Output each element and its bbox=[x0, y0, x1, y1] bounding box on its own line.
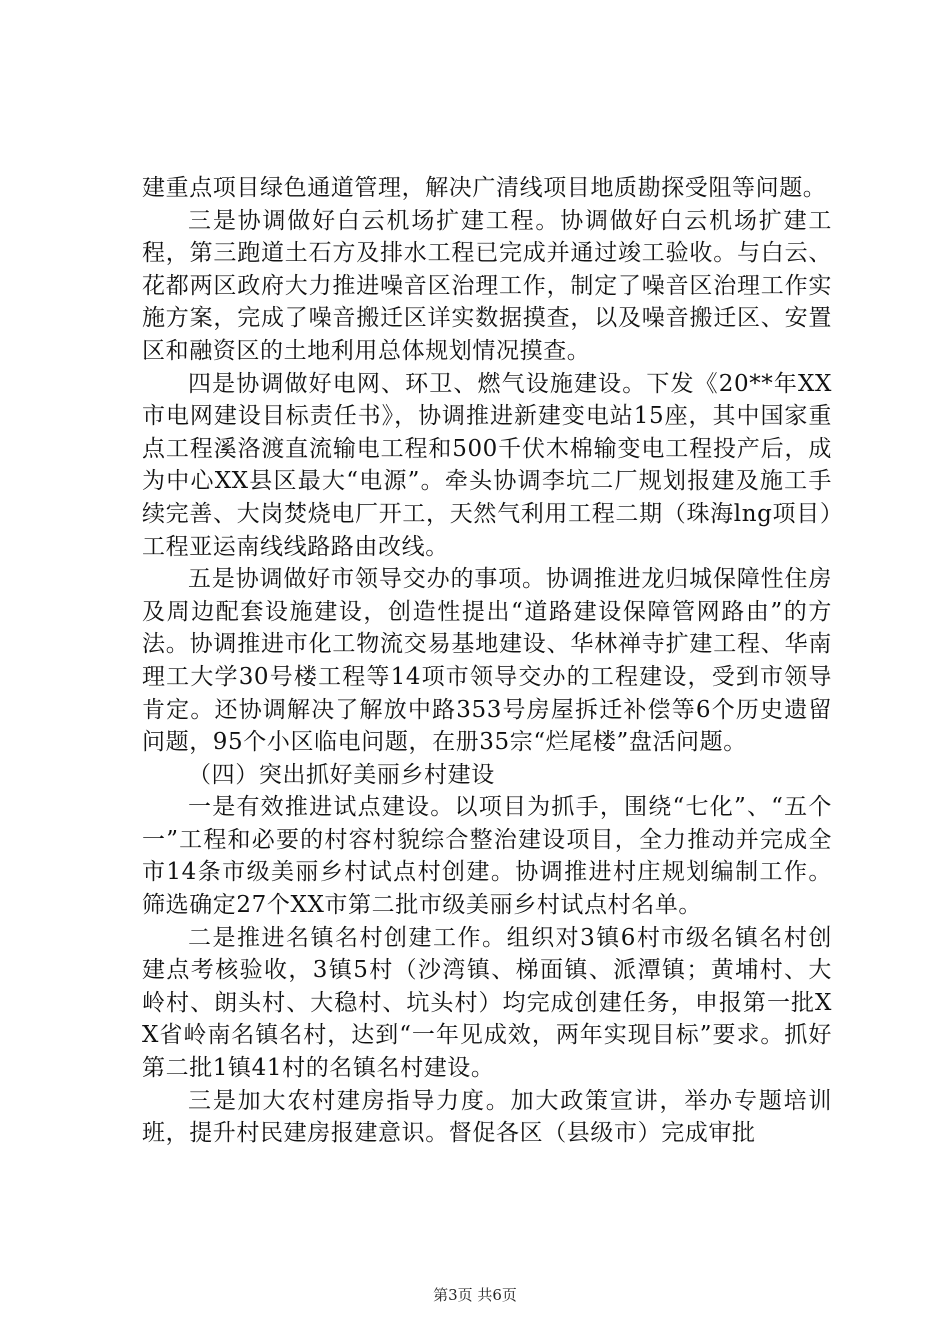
paragraph-pilot-construction: 一是有效推进试点建设。以项目为抓手，围绕“七化”、“五个一”工程和必要的村容村貌综合整治建设项目，全力推动并完成全市14条市级美丽乡村试点村创建。协调推进村庄规划编制工作。筛选确定27个XX市第二批市级美丽乡村试点村名单。 bbox=[142, 794, 832, 919]
paragraph-power-grid: 四是协调做好电网、环卫、燃气设施建设。下发《20**年XX市电网建设目标责任书》，协调推进新建变电站15座，其中国家重点工程溪洛渡直流输电工程和500千伏木棉输变电工程投产后，成为中心XX县区最大“电源”。牵头协调李坑二厂规划报建及施工手续完善、大岗焚烧电厂开工，天然气利用工程二期（珠海lng项目）工程亚运南线线路路由改线。 bbox=[142, 370, 832, 560]
paragraph-continuation: 建重点项目绿色通道管理，解决广清线项目地质勘探受阻等问题。 bbox=[142, 175, 827, 201]
paragraph-leader-tasks: 五是协调做好市领导交办的事项。协调推进龙归城保障性住房及周边配套设施建设，创造性提出“道路建设保障管网路由”的方法。协调推进市化工物流交易基地建设、华林禅寺扩建工程、华南理工大学30号楼工程等14项市领导交办的工程建设，受到市领导肯定。还协调解决了解放中路353号房屋拆迁补偿等6个历史遗留问题，95个小区临电问题，在册35宗“烂尾楼”盘活问题。 bbox=[142, 566, 832, 756]
page-number-footer: 第3页 共6页 bbox=[433, 1286, 517, 1304]
document-body bbox=[142, 172, 832, 1150]
paragraph-rural-housing: 三是加大农村建房指导力度。加大政策宣讲，举办专题培训班，提升村民建房报建意识。督促各区（县级市）完成审批 bbox=[142, 1087, 832, 1147]
paragraph-airport-expansion: 三是协调做好白云机场扩建工程。协调做好白云机场扩建工程，第三跑道土石方及排水工程已完成并通过竣工验收。与白云、花都两区政府大力推进噪音区治理工作，制定了噪音区治理工作实施方案，完成了噪音搬迁区详实数据摸查，以及噪音搬迁区、安置区和融资区的土地利用总体规划情况摸查。 bbox=[142, 207, 832, 364]
paragraph-famous-towns: 二是推进名镇名村创建工作。组织对3镇6村市级名镇名村创建点考核验收，3镇5村（沙湾镇、梯面镇、派潭镇；黄埔村、大岭村、朗头村、大稳村、坑头村）均完成创建任务，申报第一批XX省岭南名镇名村，达到“一年见成效，两年实现目标”要求。抓好第二批1镇41村的名镇名村建设。 bbox=[142, 924, 832, 1082]
section-heading-beautiful-village: （四）突出抓好美丽乡村建设 bbox=[188, 761, 495, 788]
